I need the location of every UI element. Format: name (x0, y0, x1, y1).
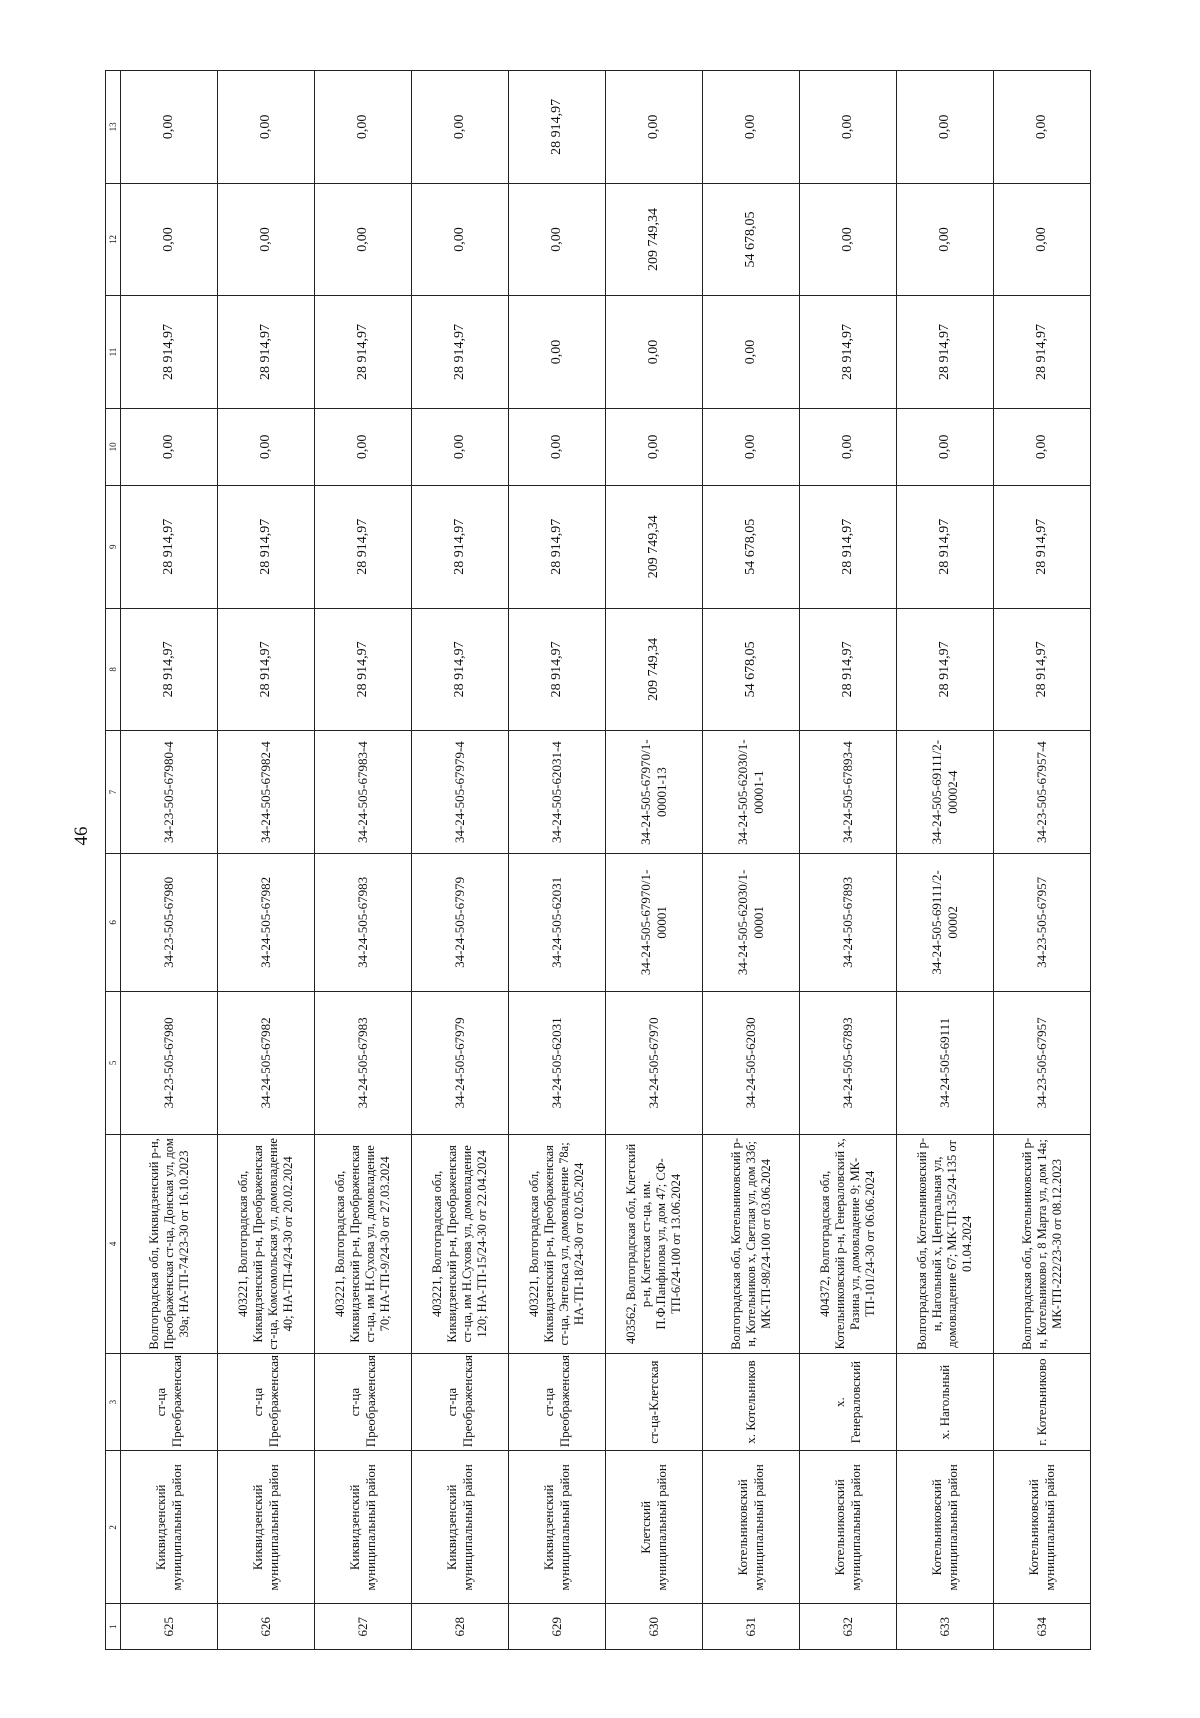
amount-cell: 28 914,97 (994, 608, 1091, 731)
table-row (994, 71, 1091, 1650)
row-number: 633 (897, 1604, 994, 1650)
amount-cell-12: 0,00 (800, 183, 897, 296)
district-cell: Киквидзенский муниципальный район (315, 1451, 412, 1604)
rotated-table-wrapper (105, 70, 1105, 1650)
object-code-cell: 34-24-505-67893 (800, 853, 897, 991)
amount-total-cell: 28 914,97 (994, 485, 1091, 608)
address-contract-cell: Волгоградская обл, Киквидзенский р-н, Преображенская ст-ца, Донская ул, дом 39а; НА-ТП-74/23-30 от 16.10.2023 (121, 1134, 218, 1353)
col-header: 8 (106, 608, 121, 731)
address-contract-cell: 403221, Волгоградская обл, Киквидзенский р-н, Преображенская ст-ца, Энгельса ул, домовладение 78а; НА-ТП-18/24-30 от 02.05.2024 (509, 1134, 606, 1353)
amount-total-cell: 209 749,34 (606, 485, 703, 608)
object-code-cell: 34-24-505-62031 (509, 853, 606, 991)
address-contract-cell: 403221, Волгоградская обл, Киквидзенский р-н, Преображенская ст-ца, Комсомольская ул, домовладение 40; НА-ТП-4/24-30 от 20.02.2024 (218, 1134, 315, 1353)
table-row (218, 71, 315, 1650)
district-cell: Котельниковский муниципальный район (800, 1451, 897, 1604)
code-cell: 34-24-505-62031 (509, 991, 606, 1134)
amount-cell-10: 0,00 (703, 408, 800, 485)
amount-cell-11: 0,00 (703, 296, 800, 409)
col-header: 12 (106, 183, 121, 296)
object-code-cell: 34-24-505-67979 (412, 853, 509, 991)
table-row (509, 71, 606, 1650)
address-contract-cell: 403562, Волгоградская обл, Клетский р-н, Клетская ст-ца, им. П.Ф.Панфилова ул, дом 47; СФ-ТП-6/24-100 от 13.06.2024 (606, 1134, 703, 1353)
header-row (106, 71, 121, 1650)
col-header: 7 (106, 731, 121, 854)
amount-cell-11: 28 914,97 (994, 296, 1091, 409)
settlement-cell: ст-ца Преображенская (509, 1353, 606, 1450)
settlement-cell: г. Котельниково (994, 1353, 1091, 1450)
table-row (703, 71, 800, 1650)
amount-cell-11: 28 914,97 (218, 296, 315, 409)
amount-total-cell: 54 678,05 (703, 485, 800, 608)
row-number: 634 (994, 1604, 1091, 1650)
amount-cell-10: 0,00 (897, 408, 994, 485)
amount-cell-11: 28 914,97 (412, 296, 509, 409)
address-contract-cell: 404372, Волгоградская обл, Котельниковский р-н, Генераловский х, Разина ул, домовладение 9; МК-ТП-101/24-30 от 06.06.2024 (800, 1134, 897, 1353)
table-row (412, 71, 509, 1650)
subcode-cell: 34-24-505-67979-4 (412, 731, 509, 854)
amount-cell-13: 0,00 (218, 71, 315, 184)
code-cell: 34-24-505-67979 (412, 991, 509, 1134)
amount-total-cell: 28 914,97 (897, 485, 994, 608)
subcode-cell: 34-24-505-69111/2-00002-4 (897, 731, 994, 854)
amount-cell-13: 0,00 (897, 71, 994, 184)
object-code-cell: 34-24-505-67982 (218, 853, 315, 991)
subcode-cell: 34-24-505-62030/1-00001-1 (703, 731, 800, 854)
row-number: 626 (218, 1604, 315, 1650)
table-row (315, 71, 412, 1650)
object-code-cell: 34-23-505-67957 (994, 853, 1091, 991)
col-header: 3 (106, 1353, 121, 1450)
amount-cell-13: 0,00 (412, 71, 509, 184)
object-code-cell: 34-24-505-62030/1-00001 (703, 853, 800, 991)
row-number: 627 (315, 1604, 412, 1650)
amount-cell-12: 0,00 (509, 183, 606, 296)
settlement-cell: ст-ца Преображенская (121, 1353, 218, 1450)
amount-cell-11: 28 914,97 (897, 296, 994, 409)
row-number: 629 (509, 1604, 606, 1650)
amount-cell-10: 0,00 (800, 408, 897, 485)
table-row (606, 71, 703, 1650)
district-cell: Котельниковский муниципальный район (897, 1451, 994, 1604)
amount-cell-12: 0,00 (121, 183, 218, 296)
amount-cell-10: 0,00 (218, 408, 315, 485)
amount-cell: 28 914,97 (218, 608, 315, 731)
settlement-cell: ст-ца Преображенская (218, 1353, 315, 1450)
settlement-cell: х. Котельников (703, 1353, 800, 1450)
col-header: 9 (106, 485, 121, 608)
subcode-cell: 34-24-505-67982-4 (218, 731, 315, 854)
amount-cell-10: 0,00 (412, 408, 509, 485)
amount-cell-12: 0,00 (218, 183, 315, 296)
amount-total-cell: 28 914,97 (412, 485, 509, 608)
table-row (800, 71, 897, 1650)
code-cell: 34-24-505-67983 (315, 991, 412, 1134)
settlement-cell: ст-ца Преображенская (412, 1353, 509, 1450)
col-header: 6 (106, 853, 121, 991)
amount-cell: 28 914,97 (121, 608, 218, 731)
amount-total-cell: 28 914,97 (509, 485, 606, 608)
col-header: 1 (106, 1604, 121, 1650)
row-number: 631 (703, 1604, 800, 1650)
amount-cell-11: 28 914,97 (800, 296, 897, 409)
code-cell: 34-24-505-67893 (800, 991, 897, 1134)
row-number: 628 (412, 1604, 509, 1650)
amount-cell-13: 0,00 (994, 71, 1091, 184)
col-header: 5 (106, 991, 121, 1134)
col-header: 13 (106, 71, 121, 184)
object-code-cell: 34-23-505-67980 (121, 853, 218, 991)
amount-cell-11: 28 914,97 (315, 296, 412, 409)
amount-total-cell: 28 914,97 (315, 485, 412, 608)
amount-cell-13: 0,00 (121, 71, 218, 184)
settlement-cell: х. Нагольный (897, 1353, 994, 1450)
table-body (121, 71, 1091, 1650)
code-cell: 34-24-505-69111 (897, 991, 994, 1134)
col-header: 11 (106, 296, 121, 409)
amount-cell-12: 0,00 (412, 183, 509, 296)
code-cell: 34-23-505-67957 (994, 991, 1091, 1134)
district-cell: Котельниковский муниципальный район (703, 1451, 800, 1604)
subcode-cell: 34-23-505-67957-4 (994, 731, 1091, 854)
address-contract-cell: Волгоградская обл, Котельниковский р-н, Котельниково г, 8 Марта ул, дом 14а; МК-ТП-222/23-30 от 08.12.2023 (994, 1134, 1091, 1353)
amount-cell-13: 0,00 (800, 71, 897, 184)
amount-total-cell: 28 914,97 (800, 485, 897, 608)
address-contract-cell: 403221, Волгоградская обл, Киквидзенский р-н, Преображенская ст-ца, им Н.Сухова ул, домовладение 120; НА-ТП-15/24-30 от 22.04.2024 (412, 1134, 509, 1353)
amount-cell: 28 914,97 (509, 608, 606, 731)
amount-cell-11: 28 914,97 (121, 296, 218, 409)
amount-cell-10: 0,00 (509, 408, 606, 485)
page-number: 46 (71, 826, 92, 846)
address-contract-cell: Волгоградская обл, Котельниковский р-н, Котельников х, Светлая ул, дом 33б; МК-ТП-98/24-100 от 03.06.2024 (703, 1134, 800, 1353)
subcode-cell: 34-24-505-67970/1-00001-13 (606, 731, 703, 854)
amount-cell: 54 678,05 (703, 608, 800, 731)
object-code-cell: 34-24-505-69111/2-00002 (897, 853, 994, 991)
amount-cell-10: 0,00 (606, 408, 703, 485)
district-cell: Клетский муниципальный район (606, 1451, 703, 1604)
address-contract-cell: Волгоградская обл, Котельниковский р-н, Нагольный х, Центральная ул, домовладение 67; МК-ТП-35/24-135 от 01.04.2024 (897, 1134, 994, 1353)
district-cell: Киквидзенский муниципальный район (509, 1451, 606, 1604)
settlement-cell: ст-ца-Клетская (606, 1353, 703, 1450)
settlement-cell: ст-ца Преображенская (315, 1353, 412, 1450)
amount-cell: 28 914,97 (315, 608, 412, 731)
row-number: 632 (800, 1604, 897, 1650)
col-header: 2 (106, 1451, 121, 1604)
row-number: 625 (121, 1604, 218, 1650)
amount-cell-12: 54 678,05 (703, 183, 800, 296)
amount-cell: 209 749,34 (606, 608, 703, 731)
amount-cell: 28 914,97 (897, 608, 994, 731)
amount-cell-12: 0,00 (994, 183, 1091, 296)
district-cell: Киквидзенский муниципальный район (218, 1451, 315, 1604)
code-cell: 34-24-505-67982 (218, 991, 315, 1134)
amount-cell-13: 0,00 (315, 71, 412, 184)
amount-cell-11: 0,00 (606, 296, 703, 409)
object-code-cell: 34-24-505-67983 (315, 853, 412, 991)
amount-cell: 28 914,97 (800, 608, 897, 731)
data-table (105, 70, 1091, 1650)
code-cell: 34-24-505-62030 (703, 991, 800, 1134)
amount-cell-10: 0,00 (994, 408, 1091, 485)
subcode-cell: 34-24-505-67893-4 (800, 731, 897, 854)
amount-cell-10: 0,00 (315, 408, 412, 485)
amount-cell-10: 0,00 (121, 408, 218, 485)
address-contract-cell: 403221, Волгоградская обл, Киквидзенский р-н, Преображенская ст-ца, им Н.Сухова ул, домовладение 70; НА-ТП-9/24-30 от 27.03.2024 (315, 1134, 412, 1353)
amount-cell-11: 0,00 (509, 296, 606, 409)
settlement-cell: х. Генераловский (800, 1353, 897, 1450)
district-cell: Киквидзенский муниципальный район (121, 1451, 218, 1604)
subcode-cell: 34-24-505-67983-4 (315, 731, 412, 854)
amount-cell-12: 0,00 (315, 183, 412, 296)
row-number: 630 (606, 1604, 703, 1650)
col-header: 4 (106, 1134, 121, 1353)
district-cell: Киквидзенский муниципальный район (412, 1451, 509, 1604)
amount-total-cell: 28 914,97 (121, 485, 218, 608)
district-cell: Котельниковский муниципальный район (994, 1451, 1091, 1604)
subcode-cell: 34-24-505-62031-4 (509, 731, 606, 854)
amount-cell-13: 0,00 (606, 71, 703, 184)
amount-cell-13: 0,00 (703, 71, 800, 184)
table-row (121, 71, 218, 1650)
amount-cell-12: 209 749,34 (606, 183, 703, 296)
table-row (897, 71, 994, 1650)
col-header: 10 (106, 408, 121, 485)
amount-total-cell: 28 914,97 (218, 485, 315, 608)
amount-cell-12: 0,00 (897, 183, 994, 296)
amount-cell: 28 914,97 (412, 608, 509, 731)
code-cell: 34-23-505-67980 (121, 991, 218, 1134)
amount-cell-13: 28 914,97 (509, 71, 606, 184)
code-cell: 34-24-505-67970 (606, 991, 703, 1134)
subcode-cell: 34-23-505-67980-4 (121, 731, 218, 854)
object-code-cell: 34-24-505-67970/1-00001 (606, 853, 703, 991)
